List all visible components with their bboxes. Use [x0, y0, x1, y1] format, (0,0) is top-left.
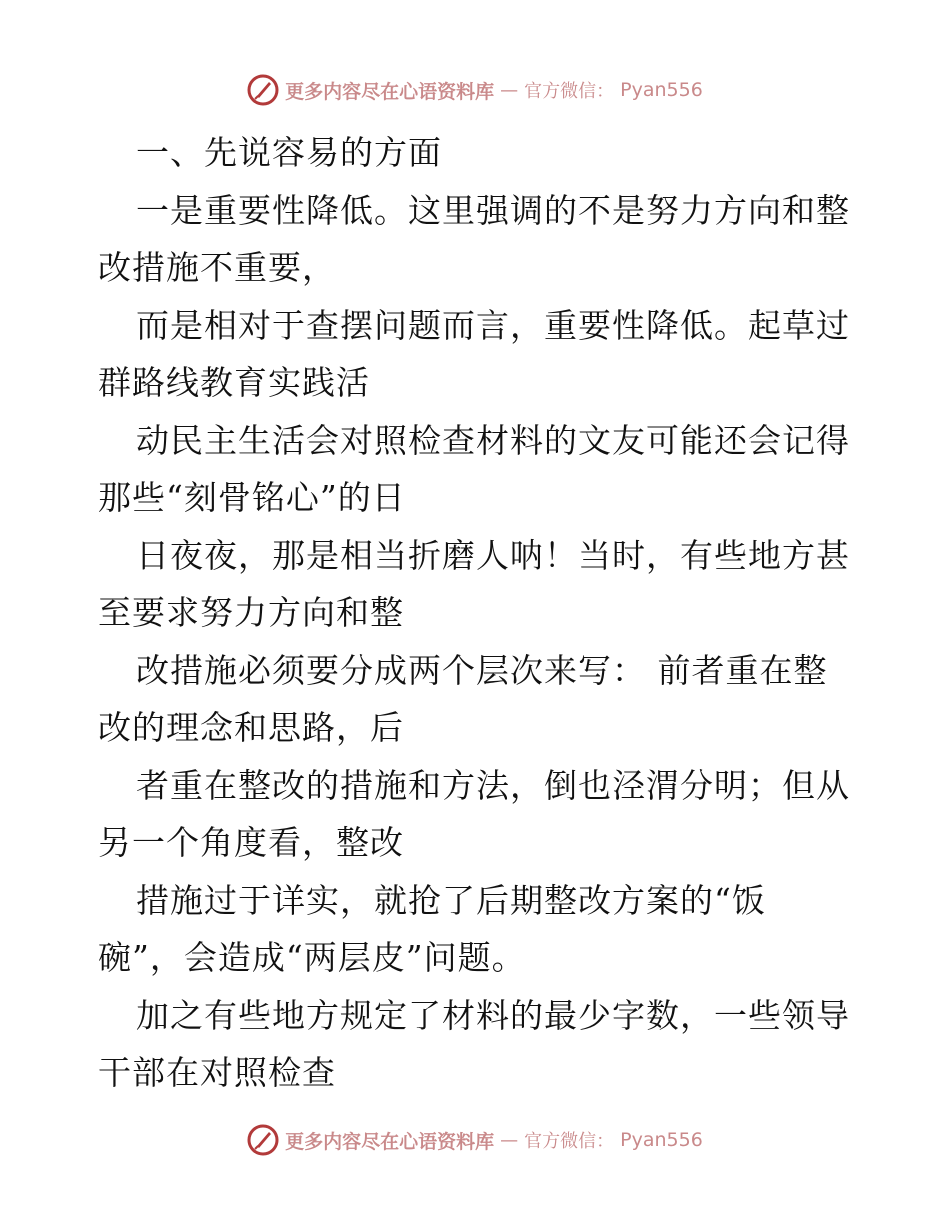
banner-title: 更多内容尽在心语资料库: [285, 1130, 495, 1153]
footer-banner: [0, 1120, 950, 1160]
paragraph-line: 动民主生活会对照检查材料的文友可能还会记得: [136, 420, 850, 460]
banner-separator: —: [500, 1129, 519, 1151]
banner-wechat-id: Pyan556: [620, 1129, 703, 1151]
header-banner: [0, 70, 950, 110]
paragraph-line: 至要求努力方向和整: [98, 593, 404, 632]
banner-wechat-id: Pyan556: [620, 79, 703, 101]
paragraph-line: 那些“刻骨铭心”的日: [98, 478, 406, 517]
paragraph-line: 改措施必须要分成两个层次来写： 前者重在整: [136, 650, 828, 690]
paragraph-line: 群路线教育实践活: [98, 363, 370, 402]
banner-wechat-label: 官方微信：: [524, 1131, 615, 1152]
paragraph-line: 另一个角度看，整改: [98, 823, 404, 862]
banner-separator: —: [500, 79, 519, 101]
paragraph-line: 而是相对于查摆问题而言，重要性降低。起草过: [136, 305, 850, 345]
paragraph-line: 改的理念和思路，后: [98, 708, 404, 747]
paragraph-line: 干部在对照检查: [98, 1053, 336, 1092]
paragraph-line: 改措施不重要，: [98, 248, 336, 287]
banner-wechat-label: 官方微信：: [524, 81, 615, 102]
quill-logo-icon: [247, 74, 279, 106]
quill-logo-icon: [247, 1124, 279, 1156]
paragraph-line: 措施过于详实，就抢了后期整改方案的“饭: [136, 880, 766, 920]
paragraph-line: 碗”，会造成“两层皮”问题。: [98, 938, 526, 977]
paragraph-line: 一是重要性降低。这里强调的不是努力方向和整: [136, 190, 850, 230]
paragraph-line: 者重在整改的措施和方法，倒也泾渭分明；但从: [136, 765, 850, 805]
document-body: [98, 124, 858, 1102]
paragraph-line: 日夜夜，那是相当折磨人呐！当时，有些地方甚: [136, 535, 850, 575]
banner-title: 更多内容尽在心语资料库: [285, 80, 495, 103]
paragraph-line: 加之有些地方规定了材料的最少字数，一些领导: [136, 995, 850, 1035]
paragraph-line: 一、先说容易的方面: [136, 133, 442, 172]
